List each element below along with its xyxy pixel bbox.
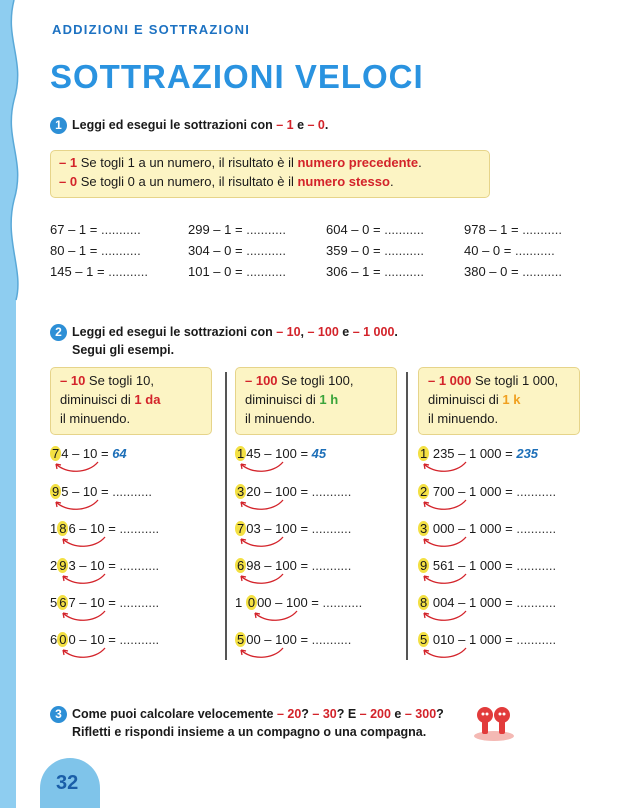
subtraction-expression: 561 – 1 000 = (429, 558, 517, 573)
subtraction-item (50, 521, 159, 536)
answer-blank[interactable]: ........... (516, 595, 557, 610)
answer-blank[interactable]: ........... (119, 521, 160, 536)
subtraction-expression: 145 – 1 = (50, 264, 109, 279)
section-heading: ADDIZIONI E SOTTRAZIONI (52, 22, 251, 37)
answer-blank[interactable]: ........... (384, 222, 424, 237)
column-divider (225, 372, 227, 660)
text-segment: 1 k (502, 392, 521, 407)
borrow-arrow-icon (420, 499, 480, 513)
exercise-3-number: 3 (50, 706, 67, 723)
subtraction-item (235, 632, 351, 647)
exercise-1-number: 1 (50, 117, 67, 134)
answer-blank[interactable]: ........... (516, 558, 557, 573)
text-segment: – 100 (245, 373, 278, 388)
subtraction-expression: 3 – 10 = (68, 558, 120, 573)
subtraction-expression: 7 – 10 = (68, 595, 120, 610)
borrow-arrow-icon (237, 573, 297, 587)
text-segment: – 1 (276, 118, 294, 132)
subtraction-item (235, 521, 351, 536)
subtraction-expression: 004 – 1 000 = (429, 595, 517, 610)
rule-line (245, 371, 387, 390)
subtraction-expression: 978 – 1 = (464, 222, 523, 237)
highlighted-digit: 8 (420, 595, 428, 610)
text-segment: Se togli 10, (85, 373, 154, 388)
subtraction-expression: 235 – 1 000 = (429, 446, 517, 461)
exercise-3-instruction: Rifletti e rispondi insieme a un compagno o una compagna. (72, 725, 427, 739)
subtraction-item (235, 558, 351, 573)
text-segment: il minuendo. (428, 411, 499, 426)
highlighted-digit: 2 (420, 484, 428, 499)
text-segment: – 30 (312, 707, 337, 721)
subtraction-expression: 5 – 10 = (61, 484, 113, 499)
answer-blank[interactable]: ........... (311, 521, 352, 536)
borrow-arrow-icon (420, 461, 480, 475)
borrow-arrow-icon (59, 610, 119, 624)
text-segment: – 300 (404, 707, 437, 721)
subtraction-item (188, 243, 286, 258)
borrow-arrow-icon (59, 536, 119, 550)
answer-blank[interactable]: ........... (322, 595, 363, 610)
rule-line (59, 153, 481, 172)
text-segment: il minuendo. (60, 411, 131, 426)
subtraction-item (418, 484, 556, 499)
pair-work-icon (472, 702, 516, 742)
example-answer: 235 (516, 446, 539, 461)
page-number-tab (40, 758, 100, 808)
subtraction-item (188, 264, 286, 279)
subtraction-expression: 6 – 10 = (68, 521, 120, 536)
subtraction-expression: 00 – 100 = (257, 595, 323, 610)
highlighted-digit: 6 (59, 595, 67, 610)
subtraction-expression: 010 – 1 000 = (429, 632, 517, 647)
highlighted-digit: 7 (237, 521, 245, 536)
highlighted-digit: 0 (59, 632, 67, 647)
highlighted-digit: 1 (420, 446, 428, 461)
subtraction-item (326, 222, 424, 237)
answer-blank[interactable]: ........... (246, 243, 286, 258)
text-segment: Se togli 1 a un numero, il risultato è il (77, 155, 298, 170)
subtraction-expression: 4 – 10 = (61, 446, 113, 461)
subtraction-item (188, 222, 286, 237)
rule-line (60, 409, 202, 428)
answer-blank[interactable]: ........... (108, 264, 148, 279)
rule-box (235, 367, 397, 435)
rule-line (60, 390, 202, 409)
borrow-arrow-icon (420, 647, 480, 661)
subtraction-item (326, 243, 424, 258)
text-segment: diminuisci di (428, 392, 503, 407)
subtraction-expression: 299 – 1 = (188, 222, 247, 237)
exercise-3-question (72, 705, 444, 723)
subtraction-expression: 67 – 1 = (50, 222, 101, 237)
example-answer: 45 (311, 446, 327, 461)
rule-line (428, 390, 570, 409)
text-segment: 1 h (319, 392, 339, 407)
borrow-arrow-icon (237, 536, 297, 550)
subtraction-expression: 000 – 1 000 = (429, 521, 517, 536)
borrow-arrow-icon (251, 610, 311, 624)
exercise-2-number: 2 (50, 324, 67, 341)
subtraction-expression: 359 – 0 = (326, 243, 385, 258)
text-segment: – 10 (60, 373, 86, 388)
text-segment: Se togli 100, (277, 373, 354, 388)
subtraction-expression: 20 – 100 = (246, 484, 312, 499)
subtraction-item (418, 558, 556, 573)
text-segment: 1 da (134, 392, 161, 407)
highlighted-digit: 9 (420, 558, 428, 573)
subtraction-item (50, 595, 159, 610)
text-segment: – 10 (276, 325, 301, 339)
text-segment: – 0 (59, 174, 78, 189)
rule-line (60, 371, 202, 390)
answer-blank[interactable]: ........... (112, 484, 152, 499)
page-title: SOTTRAZIONI VELOCI (50, 58, 424, 95)
answer-blank[interactable]: ........... (516, 632, 557, 647)
exercise-2-subinstruction: Segui gli esempi. (72, 343, 175, 357)
text-segment: il minuendo. (245, 411, 316, 426)
column-divider (406, 372, 408, 660)
subtraction-item (235, 484, 351, 499)
text-segment: . (389, 174, 394, 189)
page-number: 32 (56, 772, 79, 794)
answer-blank[interactable]: ........... (100, 222, 141, 237)
rule-line (245, 409, 387, 428)
subtraction-expression: 0 – 10 = (68, 632, 120, 647)
subtraction-item (50, 484, 152, 499)
text-segment: – 100 (307, 325, 339, 339)
answer-blank[interactable]: ........... (516, 484, 557, 499)
answer-blank[interactable]: ........... (100, 243, 141, 258)
answer-blank[interactable]: ........... (522, 264, 562, 279)
subtraction-item (464, 264, 562, 279)
subtraction-expression: 304 – 0 = (188, 243, 247, 258)
borrow-arrow-icon (420, 610, 480, 624)
subtraction-item (418, 446, 538, 461)
text-segment: . (324, 118, 329, 132)
text-segment: . (418, 155, 422, 170)
subtraction-expression: 45 – 100 = (246, 446, 312, 461)
subtraction-item (418, 595, 556, 610)
subtraction-item (50, 632, 159, 647)
digit: 2 (50, 558, 58, 573)
subtraction-item (464, 243, 555, 258)
highlighted-digit: 9 (52, 484, 60, 499)
subtraction-expression: 604 – 0 = (326, 222, 385, 237)
borrow-arrow-icon (237, 499, 297, 513)
text-segment: Se togli 0 a un numero, il risultato è il (77, 174, 298, 189)
highlighted-digit: 3 (420, 521, 428, 536)
borrow-arrow-icon (59, 647, 119, 661)
subtraction-item (50, 558, 159, 573)
digit: 6 (50, 632, 58, 647)
answer-blank[interactable]: ........... (119, 632, 160, 647)
digit: 1 (235, 595, 246, 610)
answer-blank[interactable]: ........... (246, 222, 286, 237)
text-segment: , (300, 325, 308, 339)
text-segment: – 200 (359, 707, 391, 721)
highlighted-digit: 8 (59, 521, 67, 536)
text-segment: Se togli 1 000, (471, 373, 559, 388)
text-segment: Leggi ed esegui le sottrazioni con (72, 325, 277, 339)
answer-blank[interactable]: ........... (311, 632, 352, 647)
exercise-2-instruction (72, 323, 398, 341)
borrow-arrow-icon (59, 573, 119, 587)
text-segment: diminuisci di (60, 392, 135, 407)
subtraction-expression: 80 – 1 = (50, 243, 101, 258)
subtraction-expression: 101 – 0 = (188, 264, 247, 279)
exercise-1-instruction (72, 116, 328, 134)
subtraction-item (235, 446, 326, 461)
example-answer: 64 (112, 446, 127, 461)
text-segment: – 1 000 (428, 373, 472, 388)
highlighted-digit: 9 (59, 558, 67, 573)
answer-blank[interactable]: ........... (119, 558, 160, 573)
subtraction-expression: 306 – 1 = (326, 264, 385, 279)
text-segment: – 0 (307, 118, 325, 132)
rule-line (428, 371, 570, 390)
answer-blank[interactable]: ........... (522, 222, 562, 237)
answer-blank[interactable]: ........... (311, 558, 352, 573)
subtraction-expression: 98 – 100 = (246, 558, 312, 573)
text-segment: – 1 000 (352, 325, 395, 339)
subtraction-expression: 03 – 100 = (246, 521, 312, 536)
subtraction-item (418, 632, 556, 647)
highlighted-digit: 5 (237, 632, 245, 647)
subtraction-item (50, 446, 127, 461)
text-segment: e (390, 707, 405, 721)
answer-blank[interactable]: ........... (246, 264, 286, 279)
subtraction-item (418, 521, 556, 536)
text-segment: Leggi ed esegui le sottrazioni con (72, 118, 277, 132)
subtraction-item (464, 222, 562, 237)
borrow-arrow-icon (237, 647, 297, 661)
text-segment: ? (301, 707, 313, 721)
text-segment: . (394, 325, 398, 339)
answer-blank[interactable]: ........... (384, 243, 424, 258)
rule-box (50, 150, 490, 198)
rule-line (59, 172, 481, 191)
answer-blank[interactable]: ........... (514, 243, 555, 258)
borrow-arrow-icon (420, 573, 480, 587)
rule-line (428, 409, 570, 428)
highlighted-digit: 3 (237, 484, 245, 499)
subtraction-expression: 700 – 1 000 = (429, 484, 517, 499)
answer-blank[interactable]: ........... (119, 595, 160, 610)
rule-line (245, 390, 387, 409)
answer-blank[interactable]: ........... (311, 484, 352, 499)
borrow-arrow-icon (52, 499, 112, 513)
subtraction-item (50, 264, 148, 279)
subtraction-item (326, 264, 424, 279)
subtraction-expression: 00 – 100 = (246, 632, 312, 647)
text-segment: numero precedente (297, 155, 419, 170)
subtraction-item (50, 222, 141, 237)
text-segment: ? E (336, 707, 360, 721)
highlighted-digit: 7 (52, 446, 60, 461)
subtraction-expression: 40 – 0 = (464, 243, 515, 258)
text-segment: e (293, 118, 308, 132)
borrow-arrow-icon (237, 461, 297, 475)
rule-box (418, 367, 580, 435)
subtraction-item (50, 243, 141, 258)
rule-box (50, 367, 212, 435)
text-segment: numero stesso (297, 174, 390, 189)
answer-blank[interactable]: ........... (516, 521, 557, 536)
subtraction-item (235, 595, 362, 610)
answer-blank[interactable]: ........... (384, 264, 424, 279)
text-segment: Come puoi calcolare velocemente (72, 707, 277, 721)
page-edge-decoration (0, 0, 46, 808)
text-segment: – 1 (59, 155, 78, 170)
digit: 1 (50, 521, 58, 536)
subtraction-expression: 380 – 0 = (464, 264, 523, 279)
highlighted-digit: 1 (237, 446, 245, 461)
borrow-arrow-icon (420, 536, 480, 550)
highlighted-digit: 5 (420, 632, 428, 647)
text-segment: diminuisci di (245, 392, 320, 407)
text-segment: ? (436, 707, 444, 721)
highlighted-digit: 0 (247, 595, 256, 610)
digit: 5 (50, 595, 58, 610)
text-segment: – 20 (276, 707, 302, 721)
text-segment: e (338, 325, 353, 339)
borrow-arrow-icon (52, 461, 112, 475)
highlighted-digit: 6 (237, 558, 245, 573)
